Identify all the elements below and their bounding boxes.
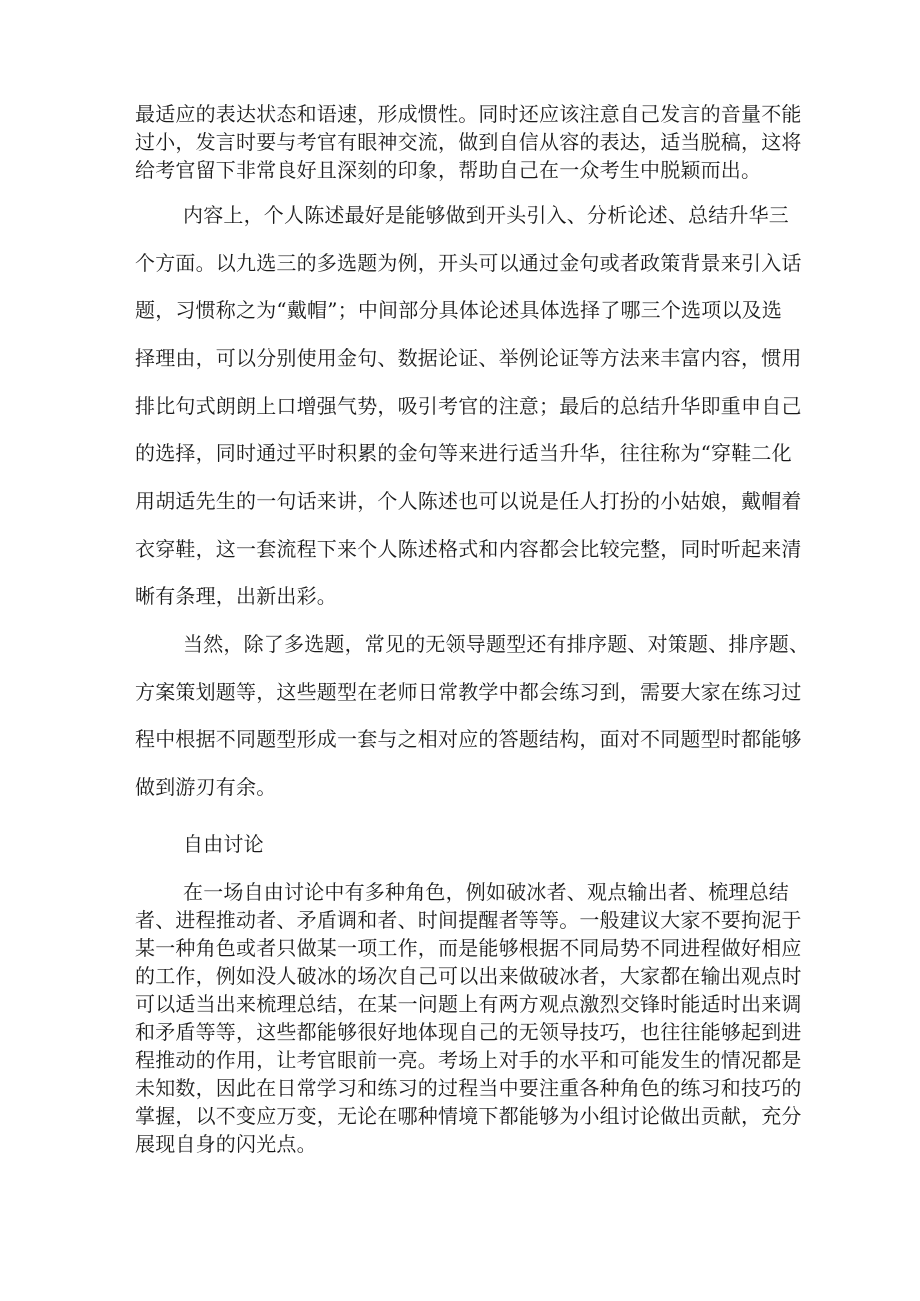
paragraph-1-line-3: 给考官留下非常良好且深刻的印象，帮助自己在一众考生中脱颖而出。 [135, 158, 762, 182]
paragraph-2-line-3: 题，习惯称之为“戴帽”；中间部分具体论述具体选择了哪三个选项以及选 [135, 298, 783, 322]
paragraph-2-line-8: 衣穿鞋，这一套流程下来个人陈述格式和内容都会比较完整，同时听起来清 [135, 537, 802, 561]
paragraph-1-line-2: 过小，发言时要与考官有眼神交流，做到自信从容的表达，适当脱稿，这将 [135, 130, 802, 154]
paragraph-4-line-6: 和矛盾等等，这些都能够很好地体现自己的无领导技巧，也往往能够起到进 [135, 1020, 802, 1044]
paragraph-1-line-1: 最适应的表达状态和语速，形成惯性。同时还应该注意自己发言的音量不能 [135, 102, 802, 126]
paragraph-2-line-5: 排比句式朗朗上口增强气势，吸引考官的注意；最后的总结升华即重申自己 [135, 394, 802, 418]
section-heading: 自由讨论 [183, 832, 264, 856]
paragraph-4-line-8: 未知数，因此在日常学习和练习的过程当中要注重各种角色的练习和技巧的 [135, 1076, 802, 1100]
paragraph-4-line-1: 在一场自由讨论中有多种角色，例如破冰者、观点输出者、梳理总结 [183, 880, 789, 904]
paragraph-4-line-3: 某一种角色或者只做某一项工作，而是能够根据不同局势不同进程做好相应 [135, 936, 802, 960]
paragraph-3-line-1: 当然，除了多选题，常见的无领导题型还有排序题、对策题、排序题、 [183, 632, 810, 656]
paragraph-4-line-5: 可以适当出来梳理总结，在某一问题上有两方观点激烈交锋时能适时出来调 [135, 992, 802, 1016]
paragraph-2-line-1: 内容上，个人陈述最好是能够做到开头引入、分析论述、总结升华三 [183, 203, 789, 227]
paragraph-3-line-2: 方案策划题等，这些题型在老师日常教学中都会练习到，需要大家在练习过 [135, 680, 802, 704]
paragraph-2-line-7: 用胡适先生的一句话来讲，个人陈述也可以说是任人打扮的小姑娘，戴帽着 [135, 489, 802, 513]
paragraph-4-line-4: 的工作，例如没人破冰的场次自己可以出来做破冰者，大家都在输出观点时 [135, 964, 802, 988]
paragraph-4-line-9: 掌握，以不变应万变，无论在哪种情境下都能够为小组讨论做出贡献，充分 [135, 1104, 802, 1128]
paragraph-4-line-2: 者、进程推动者、矛盾调和者、时间提醒者等等。一般建议大家不要拘泥于 [135, 908, 802, 932]
paragraph-4-line-10: 展现自身的闪光点。 [135, 1132, 317, 1156]
paragraph-4-line-7: 程推动的作用，让考官眼前一亮。考场上对手的水平和可能发生的情况都是 [135, 1048, 802, 1072]
paragraph-2-line-9: 晰有条理，出新出彩。 [135, 584, 337, 608]
paragraph-2-line-2: 个方面。以九选三的多选题为例，开头可以通过金句或者政策背景来引入话 [135, 251, 802, 275]
paragraph-3-line-4: 做到游刃有余。 [135, 775, 277, 799]
paragraph-2-line-6: 的选择，同时通过平时积累的金句等来进行适当升华，往往称为“穿鞋二化 [135, 441, 792, 465]
paragraph-2-line-4: 择理由，可以分别使用金句、数据论证、举例论证等方法来丰富内容，惯用 [135, 346, 802, 370]
paragraph-3-line-3: 程中根据不同题型形成一套与之相对应的答题结构，面对不同题型时都能够 [135, 727, 802, 751]
